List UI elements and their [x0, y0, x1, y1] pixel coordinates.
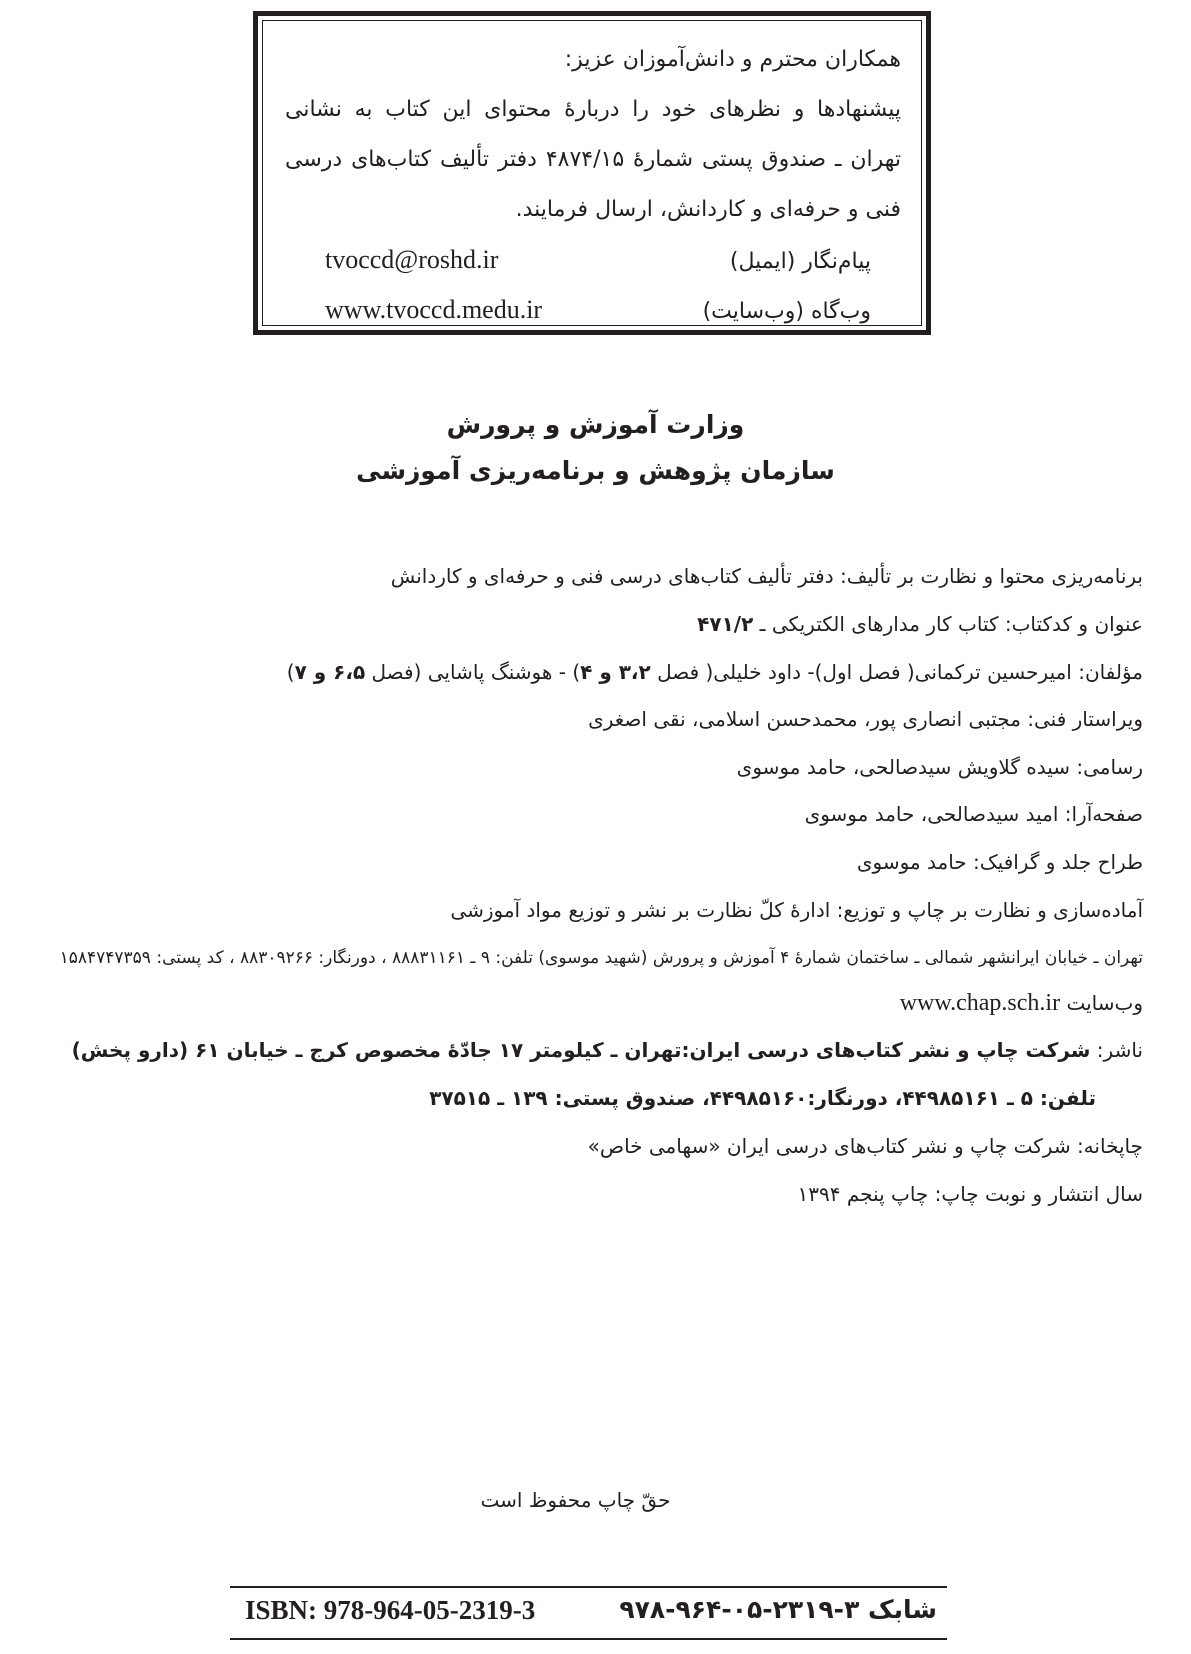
cover-design-line: طراح جلد و گرافیک: حامد موسوی	[856, 850, 1143, 874]
email-row	[285, 235, 901, 285]
website-link[interactable]: www.tvoccd.medu.ir	[325, 295, 543, 324]
ministry-heading: وزارت آموزش و پرورش	[446, 410, 745, 439]
notice-line-4: فنی و حرفه‌ای و کاردانش، ارسال فرمایند.	[515, 197, 901, 222]
address-line: تهران ـ خیابان ایرانشهر شمالی ـ ساختمان شمارهٔ ۴ آموزش و پرورش (شهید موسوی) تلفن: ۹ ـ ۸۸۸۳۱۱۶۱ ، دورنگار: ۸۸۳۰۹۲۶۶ ، کد پستی: ۱۵۸۴۷۴۷۳۵۹	[59, 948, 1143, 968]
organization-heading: سازمان پژوهش و برنامه‌ریزی آموزشی	[356, 456, 835, 485]
website-label: وب‌گاه (وب‌سایت)	[702, 299, 871, 324]
publisher-phone-line	[429, 1086, 1096, 1110]
illustration-line: رسامی: سیده گلاویش سیدصالحی، حامد موسوی	[736, 755, 1143, 779]
chap-website-line	[900, 990, 1143, 1017]
notice-line-1: همکاران محترم و دانش‌آموزان عزیز:	[564, 47, 901, 72]
contact-notice-box	[253, 11, 931, 335]
email-label: پیام‌نگار (ایمیل)	[729, 249, 871, 274]
authors-chapters-2: ۶،۵ و ۷	[294, 660, 366, 684]
authors-mid: ) - هوشنگ پاشایی (فصل	[365, 660, 581, 684]
title-label: عنوان و کدکتاب: کتاب کار مدارهای الکتریکی ـ	[753, 612, 1143, 636]
authors-line	[287, 660, 1143, 684]
chap-website-link[interactable]: www.chap.sch.ir	[899, 990, 1061, 1016]
preparation-line: آماده‌سازی و نظارت بر چاپ و توزیع: ادارهٔ کلّ نظارت بر نشر و توزیع مواد آموزشی	[450, 898, 1143, 922]
layout-line: صفحه‌آرا: امید سیدصالحی، حامد موسوی	[804, 802, 1143, 826]
isbn-persian: شابک ۳-۲۳۱۹-۰۵-۹۶۴-۹۷۸	[619, 1595, 937, 1624]
chap-website-label: وب‌سایت	[1060, 991, 1143, 1015]
planning-line: برنامه‌ریزی محتوا و نظارت بر تألیف: دفتر تألیف کتاب‌های درسی فنی و حرفه‌ای و کاردانش	[390, 564, 1143, 588]
printing-house-line: چاپخانه: شرکت چاپ و نشر کتاب‌های درسی ایران «سهامی خاص»	[587, 1134, 1143, 1158]
title-line	[697, 612, 1143, 636]
website-row	[285, 285, 901, 335]
publisher-value: شرکت چاپ و نشر کتاب‌های درسی ایران:تهران ـ کیلومتر ۱۷ جادّهٔ مخصوص کرج ـ خیابان ۶۱ (دارو پخش)	[71, 1038, 1091, 1062]
notice-line-2: پیشنهادها و نظرهای خود را دربارهٔ محتوای این کتاب به نشانی	[285, 97, 901, 122]
technical-editors-line: ویراستار فنی: مجتبی انصاری پور، محمدحسن اسلامی، نقی اصغری	[588, 707, 1143, 731]
contact-notice-inner	[262, 20, 922, 326]
notice-line-3: تهران ـ صندوق پستی شمارهٔ ۴۸۷۴/۱۵ دفتر تألیف کتاب‌های درسی	[285, 147, 902, 172]
publisher-phone: تلفن: ۵ ـ ۴۴۹۸۵۱۶۱، دورنگار:۴۴۹۸۵۱۶۰، صندوق پستی: ۱۳۹ ـ ۳۷۵۱۵	[429, 1086, 1096, 1110]
isbn-latin: ISBN: 978-964-05-2319-3	[245, 1595, 536, 1625]
publisher-label: ناشر:	[1090, 1038, 1143, 1062]
authors-chapters-1: ۳،۲ و ۴	[580, 660, 651, 684]
email-link[interactable]: tvoccd@roshd.ir	[325, 245, 499, 274]
authors-prefix: مؤلفان: امیرحسین ترکمانی( فصل اول)- داود خلیلی( فصل	[650, 660, 1143, 684]
edition-line: سال انتشار و نوبت چاپ: چاپ پنجم ۱۳۹۴	[797, 1182, 1143, 1206]
copyright-notice: حقّ چاپ محفوظ است	[480, 1488, 671, 1512]
publisher-line	[72, 1038, 1143, 1062]
title-code: ۴۷۱/۲	[697, 612, 754, 636]
isbn-bar	[230, 1586, 947, 1640]
authors-suffix: )	[286, 660, 295, 684]
